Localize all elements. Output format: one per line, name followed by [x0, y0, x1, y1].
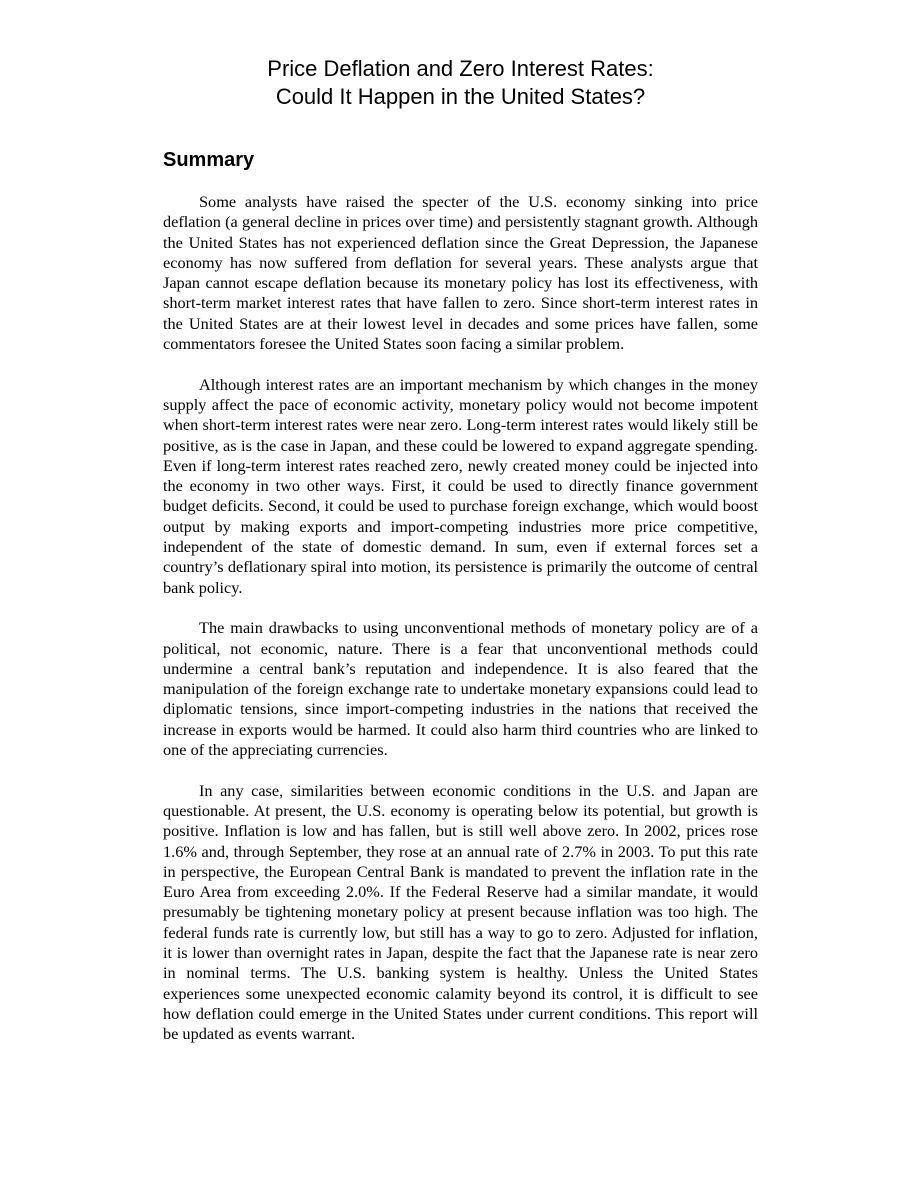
- document-title-line-1: Price Deflation and Zero Interest Rates:: [267, 56, 654, 81]
- summary-paragraph-2: Although interest rates are an important mechanism by which changes in the money supply affect the pace of economic activity, monetary policy would not become impotent when short-term interest rates were near zero. Long-term interest rates would likely still be positive, as is the case in Japan, and these could be lowered to expand aggregate spending. Even if long-term interest rates reached zero, newly created money could be injected into the economy in two other ways. First, it could be used to directly finance government budget deficits. Second, it could be used to purchase foreign exchange, which would boost output by making exports and import-competing industries more price competitive, independent of the state of domestic demand. In sum, even if external forces set a country’s deflationary spiral into motion, its persistence is primarily the outcome of central bank policy.: [163, 374, 758, 597]
- section-heading-summary: Summary: [163, 149, 255, 171]
- summary-paragraph-3: The main drawbacks to using unconventional methods of monetary policy are of a political, not economic, nature. There is a fear that unconventional methods could undermine a central bank’s reputation and independence. It is also feared that the manipulation of the foreign exchange rate to undertake monetary expansions could lead to diplomatic tensions, since import-competing industries in the nations that received the increase in exports would be harmed. It could also harm third countries who are linked to one of the appreciating currencies.: [163, 618, 758, 760]
- summary-paragraph-1: Some analysts have raised the specter of the U.S. economy sinking into price deflation (a general decline in prices over time) and persistently stagnant growth. Although the United States has not experienced deflation since the Great Depression, the Japanese economy has now suffered from deflation for several years. These analysts argue that Japan cannot escape deflation because its monetary policy has lost its effectiveness, with short-term market interest rates that have fallen to zero. Since short-term interest rates in the United States are at their lowest level in decades and some prices have fallen, some commentators foresee the United States soon facing a similar problem.: [163, 192, 758, 354]
- document-title: [163, 55, 758, 111]
- summary-body: [163, 192, 758, 1065]
- summary-paragraph-4: In any case, similarities between economic conditions in the U.S. and Japan are questionable. At present, the U.S. economy is operating below its potential, but growth is positive. Inflation is low and has fallen, but is still well above zero. In 2002, prices rose 1.6% and, through September, they rose at an annual rate of 2.7% in 2003. To put this rate in perspective, the European Central Bank is mandated to prevent the inflation rate in the Euro Area from exceeding 2.0%. If the Federal Reserve had a similar mandate, it would presumably be tightening monetary policy at present because inflation was too high. The federal funds rate is currently low, but still has a way to go to zero. Adjusted for inflation, it is lower than overnight rates in Japan, despite the fact that the Japanese rate is near zero in nominal terms. The U.S. banking system is healthy. Unless the United States experiences some unexpected economic calamity beyond its control, it is difficult to see how deflation could emerge in the United States under current conditions. This report will be updated as events warrant.: [163, 780, 758, 1044]
- document-title-line-2: Could It Happen in the United States?: [275, 84, 646, 109]
